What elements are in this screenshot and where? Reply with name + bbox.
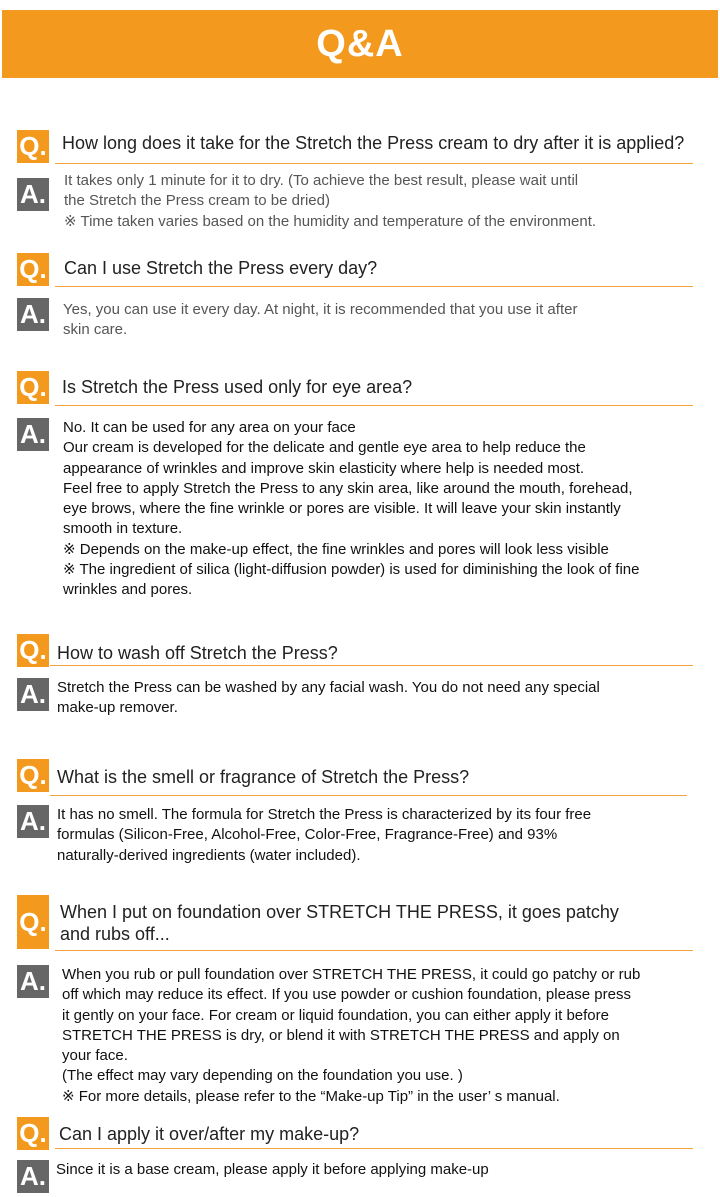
answer-line: Stretch the Press can be washed by any facial wash. You do not need any special [57,679,600,696]
answer-line: skin care. [63,321,128,339]
answer-text [62,965,640,1107]
question-text: How to wash off Stretch the Press? [57,643,338,663]
qa-banner [2,10,718,78]
question-line: When I put on foundation over STRETCH THE PRESS, it goes patchy [60,902,619,922]
answer-line: ※ Depends on the make-up effect, the fine wrinkles and pores will look less visible [63,540,609,558]
answer-text [63,300,577,341]
answer-line: eye brows, where the fine wrinkle or pores are visible. It will leave your skin instantly [63,500,621,518]
answer-text [64,171,596,232]
answer-line: ※ For more details, please refer to the “Make-up Tip” in the user’ s manual. [62,1087,560,1105]
divider [55,1148,693,1149]
answer-line: it gently on your face. For cream or liquid foundation, you can either apply it before [62,1006,609,1024]
answer-badge: A. [17,298,49,331]
question-text: How long does it take for the Stretch the Press cream to dry after it is applied? [62,133,685,153]
answer-badge: A. [17,418,49,451]
page-title: Q&A [316,22,404,65]
answer-line: When you rub or pull foundation over STRETCH THE PRESS, it could go patchy or rub [62,966,641,983]
answer-badge: A. [17,965,49,998]
answer-line: Since it is a base cream, please apply it before applying make-up [56,1161,489,1178]
divider [55,950,693,951]
question-badge: Q. [17,253,49,286]
question-text: Is Stretch the Press used only for eye area? [62,377,413,397]
question-badge: Q. [17,634,49,667]
answer-line: No. It can be used for any area on your face [63,419,356,436]
divider [50,795,687,796]
question-text [60,901,619,945]
answer-line: naturally-derived ingredients (water included). [57,846,361,864]
question-badge: Q. [17,371,49,404]
answer-badge: A. [17,805,49,838]
answer-badge: A. [17,178,49,211]
answer-line: It takes only 1 minute for it to dry. (To achieve the best result, please wait until [64,172,579,189]
answer-line: ※ The ingredient of silica (light-diffusion powder) is used for diminishing the look of fine [63,561,640,579]
answer-line: Yes, you can use it every day. At night, it is recommended that you use it after [63,301,578,318]
answer-line: smooth in texture. [63,520,183,538]
answer-line: appearance of wrinkles and improve skin elasticity where help is needed most. [63,459,585,477]
divider [55,286,693,287]
divider [50,665,693,666]
answer-line: Feel free to apply Stretch the Press to any skin area, like around the mouth, forehead, [63,479,633,497]
answer-line: (The effect may vary depending on the foundation you use. ) [62,1067,463,1085]
answer-text [57,805,591,866]
question-badge: Q. [17,759,49,792]
answer-line: off which may reduce its effect. If you use powder or cushion foundation, please press [62,986,631,1004]
answer-text [63,418,639,601]
question-badge: Q. [17,130,49,163]
question-text: Can I use Stretch the Press every day? [64,258,378,278]
answer-line: ※ Time taken varies based on the humidity and temperature of the environment. [64,212,597,230]
answer-badge: A. [17,1160,49,1193]
answer-badge: A. [17,678,49,711]
divider [55,405,693,406]
answer-line: It has no smell. The formula for Stretch the Press is characterized by its four free [57,806,592,823]
question-badge: Q. [17,895,49,949]
answer-line: the Stretch the Press cream to be dried) [64,192,330,210]
divider [55,163,693,164]
question-badge: Q. [17,1117,49,1150]
answer-line: STRETCH THE PRESS is dry, or blend it with STRETCH THE PRESS and apply on [62,1026,620,1044]
answer-line: Our cream is developed for the delicate and gentle eye area to help reduce the [63,439,586,457]
answer-line: your face. [62,1047,128,1065]
answer-text [56,1160,489,1180]
answer-line: formulas (Silicon-Free, Alcohol-Free, Color-Free, Fragrance-Free) and 93% [57,826,558,844]
question-text: What is the smell or fragrance of Stretch the Press? [57,767,470,787]
answer-line: wrinkles and pores. [63,581,193,599]
answer-line: make-up remover. [57,699,178,717]
answer-text [57,678,600,719]
question-line: and rubs off... [60,924,170,944]
question-text: Can I apply it over/after my make-up? [59,1124,360,1144]
